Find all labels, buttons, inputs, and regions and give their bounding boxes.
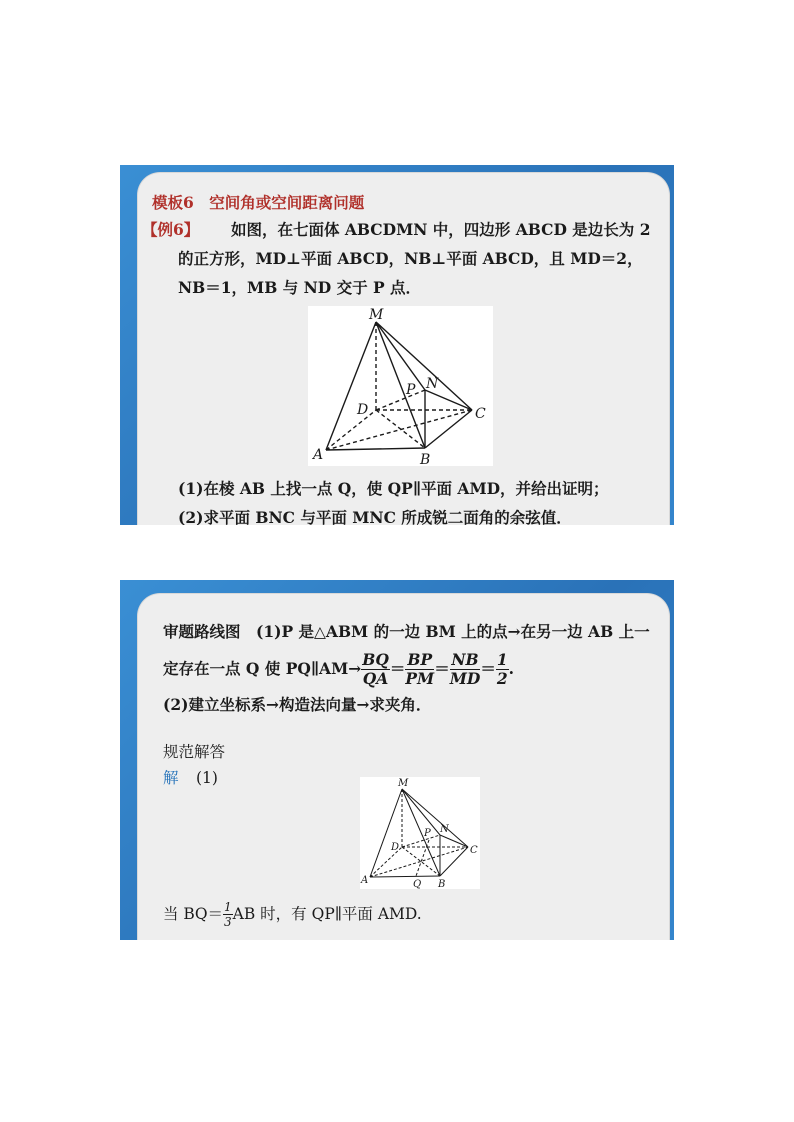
label-Q: Q (413, 879, 422, 889)
label-M: M (369, 307, 384, 323)
equals-sign: ＝ (389, 658, 406, 678)
period: . (508, 658, 515, 678)
question-2: (2)求平面 BNC 与平面 MNC 所成锐二面角的余弦值． (178, 508, 572, 525)
slide-2-card (138, 594, 669, 940)
solution-heading: 规范解答 (163, 743, 226, 761)
question-1: (1)在棱 AB 上找一点 Q，使 QP∥平面 AMD，并给出证明； (178, 479, 609, 498)
label-C: C (470, 845, 478, 856)
label-N: N (440, 824, 449, 835)
label-D: D (391, 842, 400, 853)
roadmap-line-2-prefix: 定存在一点 Q 使 PQ∥AM→ (163, 658, 362, 678)
example-tag: 【例6】 (142, 220, 200, 239)
problem-line-1: 如图，在七面体 ABCDMN 中，四边形 ABCD 是边长为 2 (231, 220, 651, 239)
conclusion-suffix: AB 时，有 QP∥平面 AMD. (232, 904, 422, 923)
slide-1-card (138, 173, 669, 525)
label-B: B (438, 879, 446, 889)
equals-sign: ＝ (480, 658, 496, 678)
problem-line-3: NB＝1，MB 与 ND 交于 P 点． (178, 278, 422, 297)
label-A: A (361, 875, 369, 886)
label-D: D (357, 402, 369, 418)
slide-2 (120, 580, 674, 940)
conclusion-line (163, 896, 422, 932)
template-title: 模板6 空间角或空间距离问题 (152, 193, 365, 212)
label-M: M (398, 778, 409, 789)
roadmap-title: 审题路线图 (163, 622, 241, 641)
fraction-nb-md: $\frac{NB}{MD}$ (449, 650, 481, 688)
equals-sign: ＝ (434, 658, 450, 678)
roadmap-line-2 (163, 648, 514, 690)
label-P: P (406, 382, 416, 398)
label-A: A (313, 447, 324, 463)
fraction-bp-pm: $\frac{BP}{PM}$ (405, 650, 435, 688)
solution-part: (1) (196, 769, 218, 787)
roadmap-line-1: (1)P 是△ABM 的一边 BM 上的点→在另一边 AB 上一 (256, 622, 650, 641)
label-N: N (426, 376, 439, 392)
fraction-bq-qa: $\frac{BQ}{QA}$ (362, 650, 389, 688)
fraction-one-half: $\frac{1}{2}$ (496, 650, 508, 688)
label-C: C (475, 406, 486, 422)
polyhedron-figure (308, 306, 493, 466)
label-B: B (420, 452, 431, 466)
polyhedron-figure-with-q (360, 777, 480, 889)
fraction-one-third: $\frac{1}{3}$ (224, 899, 232, 929)
slide-1 (120, 165, 674, 525)
problem-line-2: 的正方形，MD⊥平面 ABCD，NB⊥平面 ABCD，且 MD＝2， (178, 249, 643, 268)
roadmap-line-3: (2)建立坐标系→构造法向量→求夹角． (163, 695, 432, 714)
conclusion-prefix: 当 BQ＝ (163, 904, 224, 923)
label-P: P (424, 828, 431, 839)
solution-label: 解 (163, 769, 179, 787)
